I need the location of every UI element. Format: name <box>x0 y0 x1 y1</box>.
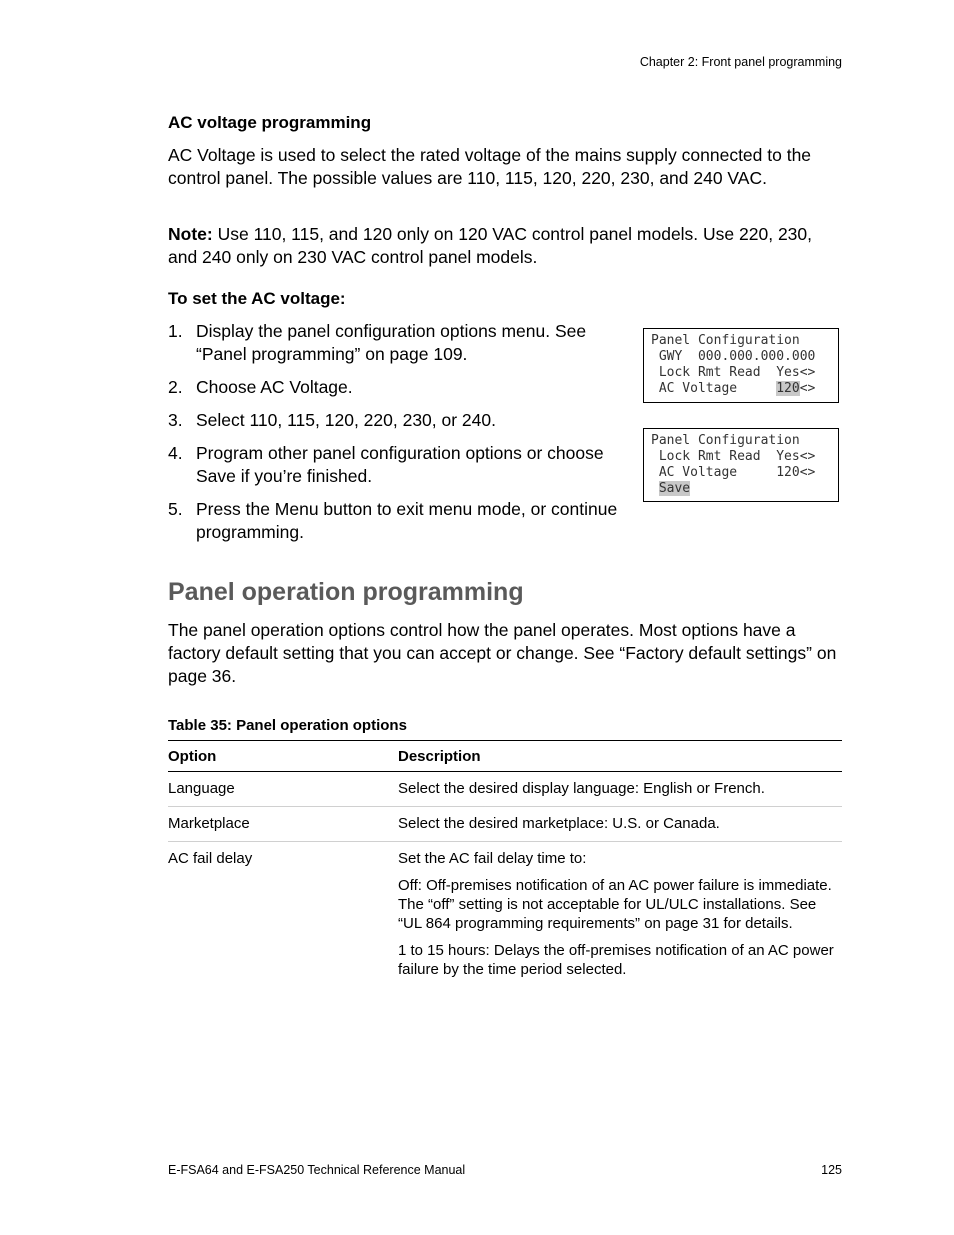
step-number: 2. <box>168 377 183 397</box>
column-header-option: Option <box>168 741 398 772</box>
table-row <box>168 807 842 842</box>
step-item <box>168 498 628 544</box>
running-header: Chapter 2: Front panel programming <box>639 55 842 69</box>
step-item <box>168 320 628 366</box>
table-header-row <box>168 741 842 772</box>
table-caption: Table 35: Panel operation options <box>168 717 407 734</box>
option-cell: AC fail delay <box>168 850 253 867</box>
step-text: Select 110, 115, 120, 220, 230, or 240. <box>196 410 496 430</box>
lcd-line: Panel Configuration <box>651 333 800 348</box>
description-cell <box>398 807 842 842</box>
step-item <box>168 442 628 488</box>
step-text: Choose AC Voltage. <box>196 377 353 397</box>
step-number: 4. <box>168 443 183 463</box>
table-row <box>168 772 842 807</box>
section-heading-panel-operation: Panel operation programming <box>168 578 524 606</box>
lcd-screen-save <box>643 428 839 502</box>
lcd-line: AC Voltage 120<> <box>651 465 816 480</box>
lcd-line <box>651 481 838 497</box>
section-heading-ac-voltage: AC voltage programming <box>168 113 372 132</box>
step-number: 3. <box>168 410 183 430</box>
step-text: Press the Menu button to exit menu mode, or continue programming. <box>196 499 618 542</box>
description-text: Select the desired marketplace: U.S. or Canada. <box>398 815 720 832</box>
lcd-screen-ac-voltage <box>643 328 839 403</box>
description-text: Select the desired display language: English or French. <box>398 780 765 797</box>
lcd-line-text <box>651 481 659 496</box>
lcd-line: GWY 000.000.000.000 <box>651 349 816 364</box>
note-text: Use 110, 115, and 120 only on 120 VAC control panel models. Use 220, 230, and 240 only on 230 VAC control panel models. <box>168 224 812 267</box>
lcd-cursor-highlight: Save <box>658 481 691 496</box>
description-text: Off: Off-premises notification of an AC power failure is immediate. The “off” setting is not acceptable for UL/ULC installations. See “UL 864 programming requirements” on page 31 for details. <box>398 877 832 932</box>
lcd-line <box>651 381 838 397</box>
step-item <box>168 409 628 432</box>
procedure-steps <box>168 320 628 554</box>
ac-voltage-intro: AC Voltage is used to select the rated voltage of the mains supply connected to the control panel. The possible values are 110, 115, 120, 220, 230, and 240 VAC. <box>168 145 812 188</box>
lcd-line: Lock Rmt Read Yes<> <box>651 449 816 464</box>
table-row <box>168 842 842 988</box>
step-number: 1. <box>168 321 183 341</box>
panel-operation-options-table <box>168 740 842 987</box>
note-label: Note: <box>168 224 213 244</box>
procedure-heading: To set the AC voltage: <box>168 289 346 308</box>
note-paragraph <box>168 223 844 269</box>
step-number: 5. <box>168 499 183 519</box>
step-text: Display the panel configuration options menu. See “Panel programming” on page 109. <box>196 321 587 364</box>
option-cell: Marketplace <box>168 807 398 842</box>
footer-page-number: 125 <box>821 1163 842 1177</box>
lcd-line: Panel Configuration <box>651 433 800 448</box>
column-header-description: Description <box>398 741 842 772</box>
option-cell: Language <box>168 772 398 807</box>
description-cell <box>398 772 842 807</box>
description-text: Set the AC fail delay time to: <box>398 850 587 867</box>
lcd-line: Lock Rmt Read Yes<> <box>651 365 816 380</box>
panel-operation-intro: The panel operation options control how the panel operates. Most options have a factory default setting that you can accept or change. See “Factory default settings” on page 36. <box>168 620 837 686</box>
description-cell <box>398 842 842 988</box>
step-text: Program other panel configuration options or choose Save if you’re finished. <box>196 443 604 486</box>
footer-manual-title: E-FSA64 and E-FSA250 Technical Reference Manual <box>168 1163 466 1177</box>
lcd-line-text: AC Voltage <box>651 381 777 396</box>
lcd-line-text: <> <box>799 381 816 396</box>
step-item <box>168 376 628 399</box>
lcd-cursor-highlight: 120 <box>776 381 800 396</box>
description-text: 1 to 15 hours: Delays the off-premises notification of an AC power failure by the time period selected. <box>398 942 834 978</box>
